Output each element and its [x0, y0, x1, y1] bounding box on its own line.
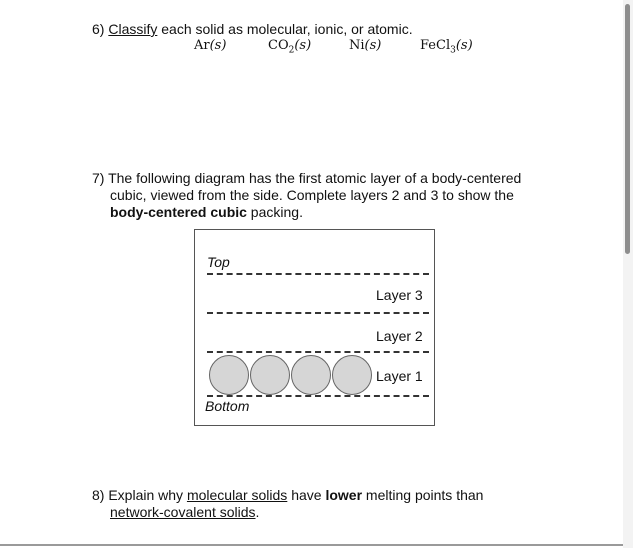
formula-carbon-dioxide: $CO_2(s)$ — [268, 38, 312, 56]
layer-1-label: Layer 1 — [376, 368, 423, 384]
question-6-verb: Classify — [108, 21, 158, 37]
question-7-number: 7) — [92, 170, 105, 186]
formula-nickel: Ni(s) — [349, 38, 382, 53]
question-7-line-1: 7) The following diagram has the first atomic layer of a body-centered — [92, 170, 522, 186]
page-bottom-border — [0, 544, 623, 546]
layer-2-label: Layer 2 — [376, 328, 423, 344]
formula-iron-chloride: FeCl$_3$(s) — [420, 38, 473, 56]
formula-argon: Ar(s) — [194, 38, 227, 53]
question-7-line-3: body-centered cubic packing. — [110, 204, 303, 220]
question-8-number: 8) — [92, 487, 105, 503]
vertical-scrollbar[interactable] — [623, 0, 633, 548]
question-6-number: 6) — [92, 21, 105, 37]
top-dashed-line — [207, 273, 429, 275]
bcc-layer-diagram — [194, 229, 435, 426]
layer-1-atom — [209, 355, 249, 395]
question-7-line-2: cubic, viewed from the side. Complete layers 2 and 3 to show the — [110, 187, 514, 203]
bottom-label: Bottom — [205, 398, 250, 414]
layer-1-atom — [332, 355, 372, 395]
layer-3-label: Layer 3 — [376, 287, 423, 303]
question-8-line-2: network-covalent solids. — [110, 504, 260, 520]
layer-1-atom — [291, 355, 331, 395]
layer-1-atom — [250, 355, 290, 395]
question-6-text: each solid as molecular, ionic, or atomic. — [157, 21, 413, 37]
layer-3-dashed-line — [207, 312, 429, 314]
question-8-line-1: 8) Explain why molecular solids have lower melting points than — [92, 487, 484, 503]
question-6-prompt — [92, 21, 413, 38]
bottom-dashed-line — [207, 395, 429, 397]
layer-2-dashed-line — [207, 351, 429, 353]
scrollbar-thumb[interactable] — [625, 4, 630, 254]
top-label: Top — [207, 254, 230, 270]
